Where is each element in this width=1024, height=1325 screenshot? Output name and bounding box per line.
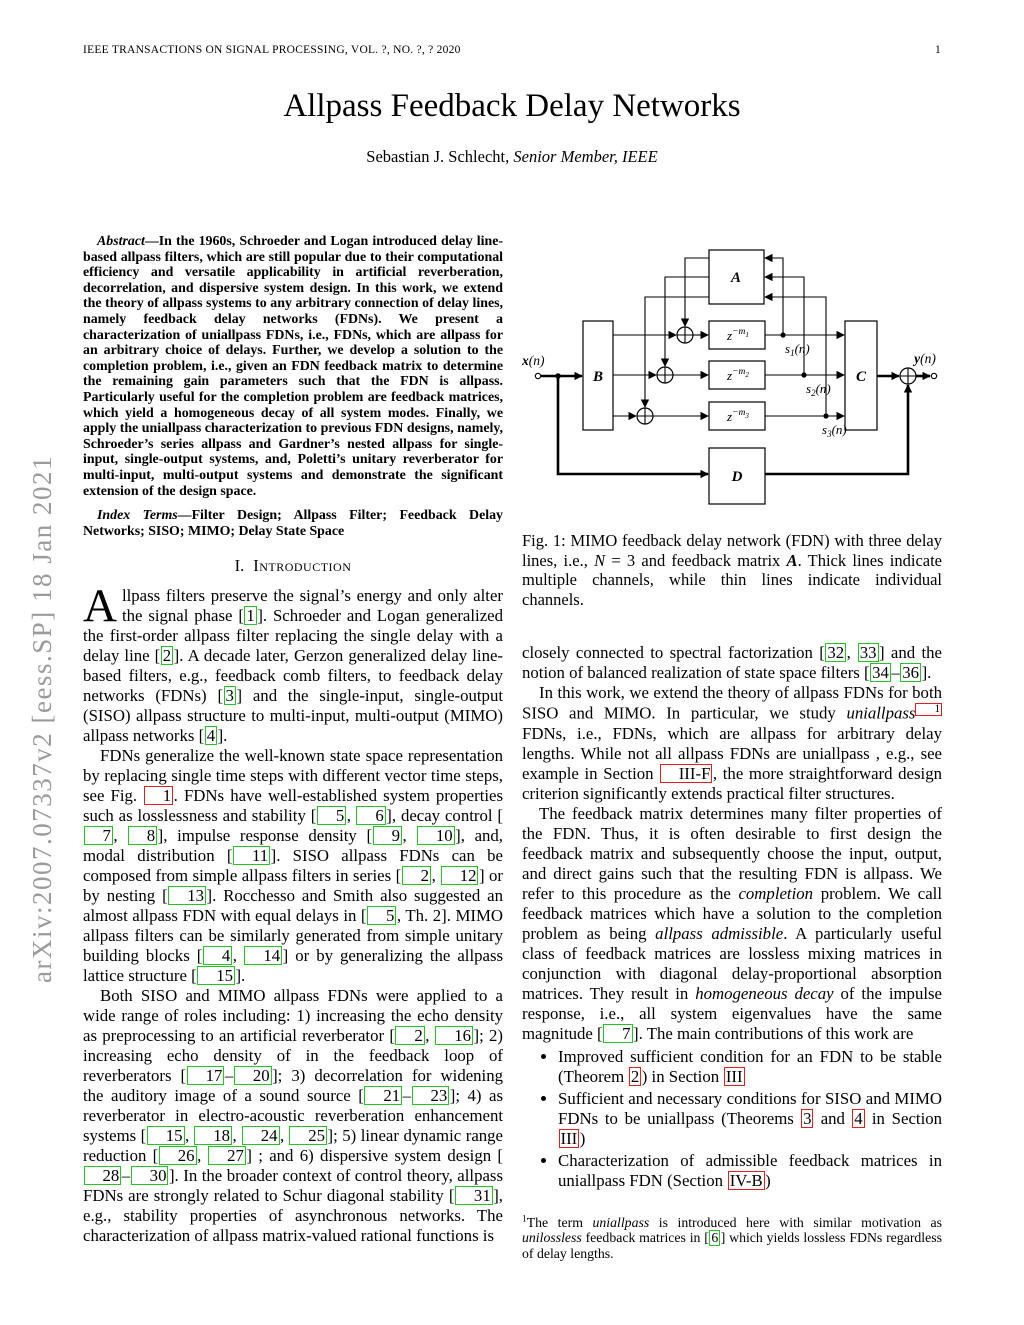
text-segment: – [121, 1166, 131, 1186]
text-segment: Characterization of admissible feedback matrices in uniallpass FDN (Section [558, 1150, 942, 1190]
text-segment: , [113, 826, 128, 846]
text-segment: The term [526, 1214, 593, 1230]
right-paragraph-1 [522, 643, 942, 683]
text-segment: , [232, 946, 244, 966]
text-segment: ]. In the broader context of control theory, allpass FDNs are strongly related to Schur diagonal stability [ [83, 1166, 503, 1206]
text-segment: Fig. 1: MIMO feedback delay network (FDN) with three delay lines, i.e., [522, 531, 942, 570]
citation-link[interactable]: 20 [234, 1066, 272, 1085]
contributions-list [522, 1047, 942, 1191]
text-segment: . FDNs have well-established system properties such as losslessness and stability [ [83, 786, 504, 826]
text-segment: and [813, 1108, 852, 1128]
text-segment: llpass filters preserve the signal’s energy and only alter the signal phase [ [121, 586, 503, 626]
input-to-d-line [558, 376, 708, 474]
text-segment: ]. Schroeder and Logan generalized the first-order allpass filter replacing the single delay with a delay line [ [83, 606, 503, 666]
citation-link[interactable]: 4 [203, 946, 232, 965]
contribution-item-1 [558, 1047, 942, 1087]
section-ref-link[interactable]: 2 [630, 1066, 640, 1086]
text-segment: , [402, 826, 417, 846]
text-segment: problem. We call feedback matrices which have a solution to the completion problem as being [522, 883, 942, 943]
text-segment: ) [579, 1128, 586, 1148]
s3-feedback-line [765, 297, 826, 416]
text-segment: , [185, 1126, 194, 1146]
text-segment: The feedback matrix determines many filter properties of the FDN. Thus, it is often desirable to first design the feedback matrix and subsequently choose the input, output, and direct gains such that the resulting FDN is allpass. We refer to this procedure as the [522, 803, 942, 903]
intro-paragraph-2 [83, 746, 503, 986]
right-paragraph-3 [522, 804, 942, 1044]
text-segment: – [891, 663, 900, 682]
text-segment: , Th. 2]. MIMO allpass filters can be similarly generated from simple unitary building blocks [ [83, 906, 503, 966]
contribution-item-2 [558, 1089, 942, 1149]
text-segment: ] or by generalizing the allpass lattice structure [ [83, 946, 504, 986]
citation-link[interactable]: 26 [159, 1146, 197, 1165]
text-segment: ) [765, 1170, 771, 1190]
text-segment: ]; 4) as reverberator in electro-acoustic reverberation enhancement systems [ [83, 1086, 503, 1146]
a-to-sum2-line [665, 277, 709, 366]
s2-feedback-line [765, 277, 804, 375]
state-2-label: $s_2(n)$ [806, 381, 831, 398]
text-segment: ) in Section [641, 1066, 724, 1086]
text-segment: is introduced here with similar motivation as [649, 1214, 942, 1230]
output-signal-label: y(n) [914, 351, 936, 366]
text-segment: ] and the single-input, single-output (SISO) allpass structure to multi-input, multi-output (MIMO) allpass networks [ [83, 686, 503, 746]
text-segment: ], impulse response density [ [157, 826, 373, 846]
text-segment: uniallpass [592, 1214, 650, 1230]
citation-link[interactable]: 15 [147, 1126, 185, 1145]
text-segment: ]; 2) increasing echo density of in the feedback loop of reverberators [ [83, 1026, 503, 1086]
sum-node-3 [637, 408, 653, 424]
text-segment: . A particularly useful class of feedback matrices are lossless mixing matrices in conjunction with diagonal delay-proportional absorption matrices. They result in [522, 923, 942, 1003]
text-segment: —Filter Design; Allpass Filter; Feedback Delay Networks; SISO; MIMO; Delay State Space [83, 508, 503, 539]
citation-link[interactable]: 34 [872, 663, 889, 682]
citation-link[interactable]: 31 [455, 1186, 493, 1205]
citation-link[interactable]: 33 [859, 643, 877, 662]
text-segment: ]. The main contributions of this work are [633, 1023, 914, 1043]
text-segment: Index Terms [97, 508, 178, 524]
citation-link[interactable]: 24 [242, 1126, 280, 1145]
matrix-a-label: A [730, 270, 742, 286]
text-segment: ] or by nesting [ [83, 866, 503, 906]
section-title: Introduction [253, 556, 352, 576]
citation-link[interactable]: 6 [356, 806, 385, 825]
intro-paragraph-3 [83, 986, 503, 1246]
text-segment: Both SISO and MIMO allpass FDNs were applied to a wide range of roles including: 1) increasing the echo density as preprocessing to an artificial reverberator [ [83, 986, 503, 1046]
section-ref-link[interactable]: III-F [660, 764, 713, 783]
text-segment: ]. SISO allpass FDNs can be composed from simple allpass filters in series [ [83, 846, 503, 886]
text-segment: , [232, 1126, 242, 1146]
citation-link[interactable]: 1 [246, 606, 255, 626]
delay-2-label: $z^{-m}_2$ [727, 367, 749, 383]
a-to-sum3-line [645, 297, 709, 407]
text-segment: completion [738, 883, 814, 903]
matrix-c-label: C [855, 369, 867, 385]
sum-node-1 [677, 327, 693, 343]
intro-paragraph-1 [83, 580, 503, 746]
author-name: Sebastian J. Schlecht, [366, 147, 514, 166]
text-segment: ] ; and 6) dispersive system design [ [246, 1146, 504, 1166]
text-segment: ], e.g., stability properties of asynchronous networks. The characterization of allpass matrix-valued rational functions is [83, 1186, 503, 1246]
contribution-item-3 [558, 1151, 942, 1191]
input-terminal [535, 373, 540, 378]
citation-link[interactable]: 14 [244, 946, 282, 965]
citation-link[interactable]: 11 [233, 846, 270, 865]
citation-link[interactable]: 36 [902, 663, 920, 682]
text-segment: uniallpass [846, 703, 916, 723]
citation-link[interactable]: 8 [128, 826, 157, 845]
citation-link[interactable]: 7 [603, 1024, 632, 1043]
section-ref-link[interactable]: III [560, 1128, 578, 1148]
section-ref-link[interactable]: 1 [144, 786, 173, 805]
citation-link[interactable]: 10 [417, 826, 455, 845]
index-terms-paragraph [83, 508, 503, 539]
text-segment: ]. [235, 966, 246, 986]
section-ref-link[interactable]: 3 [803, 1108, 812, 1128]
citation-link[interactable]: 25 [289, 1126, 327, 1145]
input-branch-dot [555, 373, 561, 379]
text-segment: = 3 and feedback matrix [605, 550, 787, 570]
paper-title: Allpass Feedback Delay Networks [283, 88, 741, 124]
abstract-paragraph [83, 234, 503, 499]
text-segment: ] which yields lossless FDNs regardless of delay lengths. [522, 1230, 943, 1262]
citation-link[interactable]: 2 [402, 866, 431, 885]
citation-link[interactable]: 27 [208, 1146, 246, 1165]
section-ref-link[interactable]: 1 [915, 703, 942, 716]
text-segment: FDNs, i.e., FDNs, which are allpass for arbitrary delay lengths. While not all allpass FDNs are uniallpass , e.g., see example in Section [522, 723, 942, 783]
text-segment: of the impulse response, i.e., all system eigenvalues have the same magnitude [ [522, 983, 942, 1043]
output-terminal [931, 373, 936, 378]
s1-tap-dot [780, 332, 785, 337]
delay-1-label: $z^{-m}_1$ [727, 327, 749, 343]
citation-link[interactable]: 18 [194, 1126, 232, 1145]
citation-link[interactable]: 32 [827, 643, 845, 662]
text-segment: , [280, 1126, 289, 1146]
drop-cap: A [83, 580, 117, 633]
citation-link[interactable]: 9 [373, 826, 402, 845]
section-number: I. [234, 556, 245, 576]
text-segment: – [224, 1066, 234, 1086]
section-ref-link[interactable]: III [725, 1066, 743, 1086]
text-segment: – [402, 1086, 411, 1106]
text-segment: allpass admissible [655, 923, 784, 943]
text-segment: Sufficient and necessary conditions for SISO and MIMO FDNs to be uniallpass (Theorems [558, 1088, 942, 1128]
text-segment: In this work, we extend the theory of allpass FDNs for both SISO and MIMO. In particular, we study [522, 683, 942, 723]
citation-link[interactable]: 28 [84, 1166, 122, 1185]
citation-link[interactable]: 21 [364, 1086, 402, 1105]
section-heading-introduction [83, 556, 503, 576]
state-1-label: $s_1(n)$ [785, 341, 810, 358]
text-segment: , [197, 1146, 208, 1166]
figure-1-caption [522, 531, 942, 609]
text-segment: closely connected to spectral factorization [ [522, 643, 825, 662]
text-segment: , [346, 806, 356, 826]
author-line [0, 147, 1024, 167]
intro-paragraph-1-text [83, 580, 503, 746]
journal-title: IEEE TRANSACTIONS ON SIGNAL PROCESSING, VOL. ?, NO. ?, ? 2020 [83, 44, 461, 56]
text-segment: ]. A decade later, Gerzon generalized delay line-based filters, e.g., feedback comb filters, to feedback delay networks (FDNs) [ [83, 646, 503, 706]
fdn-block-diagram [522, 236, 942, 514]
figure-1 [522, 236, 942, 609]
text-segment: ] and the notion of balanced realization of state space filters [ [522, 643, 943, 682]
arxiv-watermark: arXiv:2007.07337v2 [eess.SP] 18 Jan 2021 [27, 455, 57, 983]
text-segment: feedback matrices in [ [581, 1230, 709, 1246]
text-segment: ]. [921, 663, 932, 682]
delay-3-label: $z^{-m}_3$ [727, 408, 749, 424]
s3-tap-dot [823, 413, 828, 418]
text-segment: A [786, 550, 798, 570]
output-sum-node [900, 368, 916, 384]
text-segment: homogeneous decay [695, 983, 834, 1003]
citation-link[interactable]: 3 [225, 686, 234, 706]
text-segment: ], decay control [ [386, 806, 504, 826]
citation-link[interactable]: 30 [131, 1166, 169, 1185]
text-segment: , [425, 1026, 435, 1046]
citation-link[interactable]: 2 [395, 1026, 424, 1045]
left-column [83, 234, 503, 1246]
text-segment: in Section [865, 1108, 943, 1128]
text-segment: Improved sufficient condition for an FDN to be stable (Theorem [558, 1046, 942, 1086]
citation-link[interactable]: 7 [84, 826, 113, 845]
text-segment: ]; 5) linear dynamic range reduction [ [83, 1126, 503, 1166]
citation-link[interactable]: 5 [367, 906, 396, 925]
matrix-b-label: B [592, 369, 604, 385]
citation-link[interactable]: 13 [168, 886, 206, 905]
text-segment: . Thick lines indicate multiple channels, while thin lines indicate individual channels. [522, 550, 942, 609]
text-segment: 1 [522, 1214, 527, 1224]
text-segment: , the more straightforward design criterion significantly extends practical filter structures. [522, 763, 942, 803]
citation-link[interactable]: 4 [206, 726, 216, 746]
citation-link[interactable]: 17 [187, 1066, 225, 1085]
text-segment: ]. [217, 726, 228, 746]
text-segment: , [431, 866, 441, 886]
citation-link[interactable]: 2 [162, 646, 172, 666]
citation-link[interactable]: 12 [441, 866, 479, 885]
text-segment: N [594, 550, 606, 570]
a-to-sum1-line [685, 258, 709, 326]
matrix-d-label: D [731, 469, 743, 485]
citation-link[interactable]: 6 [711, 1230, 719, 1246]
section-ref-link[interactable]: 4 [854, 1108, 863, 1128]
running-header [83, 44, 941, 56]
citation-link[interactable]: 23 [412, 1086, 450, 1105]
text-segment: —In the 1960s, Schroeder and Logan introduced delay line-based allpass filters, which are still popular due to their computational efficiency and versatile applicability in artificial reverberation, decorrelation, and dispersive system design. In this work, we extend the theory of allpass systems to any arbitrary connection of delay lines, namely feedback delay networks (FDNs). We present a characterization of uniallpass FDNs, i.e., FDNs, which are allpass for an arbitrary choice of delays. Further, we develop a solution to the completion problem, i.e., given an FDN feedback matrix to determine the remaining gain parameters such that the FDN is allpass. Particularly useful for the completion problem are feedback matrices, which yield a homogeneous decay of all system modes. Finally, we apply the uniallpass characterization to previous FDN designs, namely, Schroeder’s series allpass and Gardner’s nested allpass for single-input, single-output systems, and, Poletti’s unitary reverberator for multi-input, multi-output systems and demonstrate the significant extension of the design space. [83, 234, 503, 499]
section-ref-link[interactable]: IV-B [729, 1170, 763, 1190]
s2-tap-dot [801, 372, 806, 377]
text-segment: ], and, modal distribution [ [83, 826, 503, 866]
text-segment: FDNs generalize the well-known state space representation by replacing single time steps with different vector time steps, see Fig. [83, 746, 503, 806]
citation-link[interactable]: 5 [317, 806, 346, 825]
state-3-label: $s_3(n)$ [822, 422, 847, 439]
text-segment: ]. Rocchesso and Smith also suggested an almost allpass FDN with equal delays in [ [83, 886, 503, 926]
sum-node-2 [657, 367, 673, 383]
input-signal-label: x(n) [522, 353, 545, 368]
author-affiliation: Senior Member, IEEE [513, 147, 658, 166]
right-paragraph-2 [522, 683, 942, 804]
page-number: 1 [935, 44, 941, 56]
text-segment: , [846, 643, 858, 662]
right-column [522, 230, 942, 1262]
footnote-1 [522, 1215, 942, 1263]
text-segment: ]; 3) decorrelation for widening the auditory image of a sound source [ [83, 1066, 503, 1106]
text-segment: Abstract [97, 234, 145, 249]
citation-link[interactable]: 15 [197, 966, 235, 985]
citation-link[interactable]: 16 [435, 1026, 473, 1045]
text-segment: unilossless [522, 1230, 582, 1246]
